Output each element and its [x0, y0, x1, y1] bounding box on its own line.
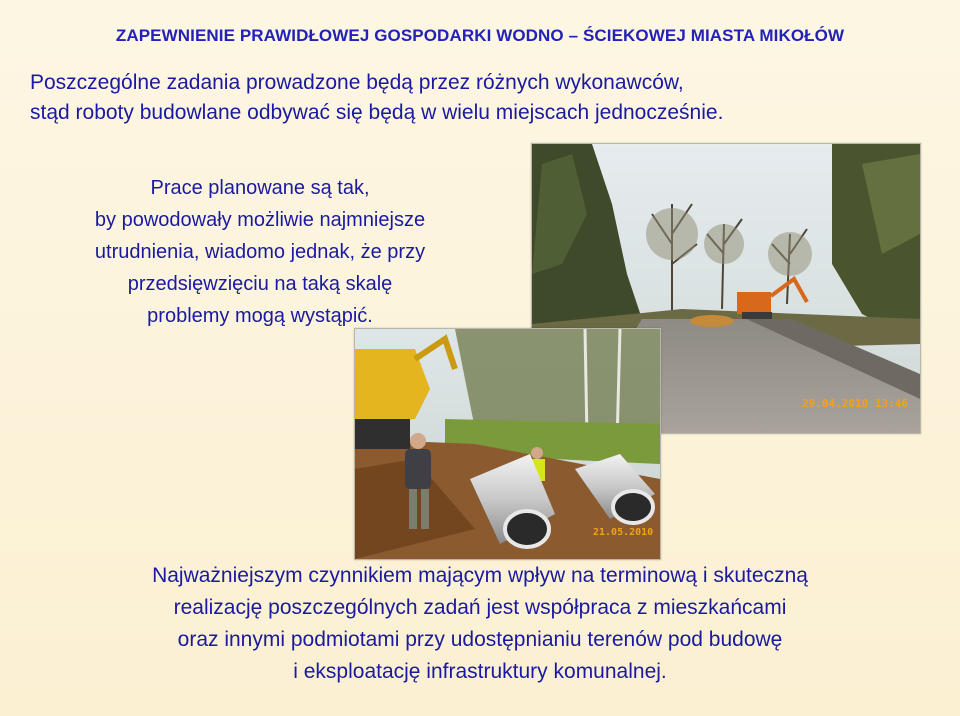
road-photo-timestamp: 29.04.2010 13:46 — [802, 397, 908, 410]
pipes-photo — [354, 328, 661, 560]
intro-line: stąd roboty budowlane odbywać się będą w wielu miejscach jednocześnie. — [30, 101, 724, 124]
bottom-paragraph — [0, 560, 960, 688]
side-line: Prace planowane są tak, — [150, 177, 370, 199]
bottom-line: i eksploatację infrastruktury komunalnej. — [293, 660, 667, 683]
bottom-line: Najważniejszym czynnikiem mającym wpływ na terminową i skuteczną — [152, 564, 808, 587]
bottom-line: realizację poszczególnych zadań jest współpraca z mieszkańcami — [173, 596, 787, 619]
side-line: przedsięwzięciu na taką skalę — [127, 273, 393, 295]
slide-title: ZAPEWNIENIE PRAWIDŁOWEJ GOSPODARKI WODNO – ŚCIEKOWEJ MIASTA MIKOŁÓW — [115, 26, 845, 45]
pipes-image — [355, 329, 660, 559]
intro-paragraph — [30, 68, 850, 128]
pipes-photo-timestamp: 21.05.2010 — [593, 527, 654, 538]
intro-line: Poszczególne zadania prowadzone będą przez różnych wykonawców, — [30, 71, 684, 94]
side-paragraph — [30, 172, 490, 332]
side-line: problemy mogą wystąpić. — [147, 305, 373, 327]
bottom-line: oraz innymi podmiotami przy udostępnianiu terenów pod budowę — [177, 628, 783, 651]
side-line: by powodowały możliwie najmniejsze — [94, 209, 426, 231]
side-line: utrudnienia, wiadomo jednak, że przy — [94, 241, 426, 263]
